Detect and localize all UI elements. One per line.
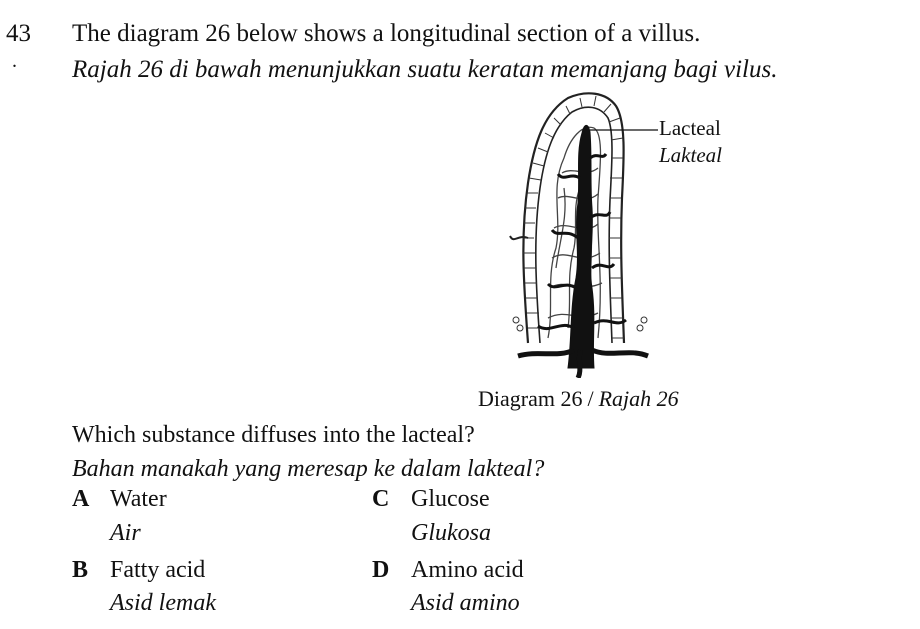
option-a-text[interactable]: Water (110, 486, 167, 512)
lacteal (568, 125, 594, 368)
question-text-malay: Rajah 26 di bawah menunjukkan suatu keratan memanjang bagi vilus. (72, 56, 778, 83)
margin-dot: . (12, 50, 17, 72)
caption-english: Diagram 26 (478, 386, 583, 411)
option-d-letter[interactable]: D (372, 557, 390, 583)
option-a-text-malay[interactable]: Air (110, 520, 141, 546)
option-c-text-malay[interactable]: Glukosa (411, 520, 491, 546)
option-b-text-malay[interactable]: Asid lemak (110, 590, 216, 616)
option-a-letter[interactable]: A (72, 486, 90, 512)
caption-separator: / (587, 386, 594, 411)
caption-malay: Rajah 26 (598, 386, 679, 411)
option-c-text[interactable]: Glucose (411, 486, 490, 512)
question-text-english: The diagram 26 below shows a longitudinal section of a villus. (72, 20, 701, 47)
lacteal-label-english: Lacteal (659, 116, 721, 140)
option-b-letter[interactable]: B (72, 557, 89, 583)
side-fold (510, 236, 528, 239)
option-d-text[interactable]: Amino acid (411, 557, 524, 583)
option-c-letter[interactable]: C (372, 486, 390, 512)
question-stem-english: Which substance diffuses into the lacteal? (72, 422, 475, 448)
question-number: 43 (6, 20, 31, 47)
diagram-caption (478, 386, 679, 412)
option-b-text[interactable]: Fatty acid (110, 557, 206, 583)
question-stem-malay: Bahan manakah yang meresap ke dalam lakteal? (72, 456, 545, 482)
villus-diagram (498, 88, 668, 378)
lacteal-label-malay: Lakteal (659, 143, 722, 167)
option-d-text-malay[interactable]: Asid amino (411, 590, 520, 616)
